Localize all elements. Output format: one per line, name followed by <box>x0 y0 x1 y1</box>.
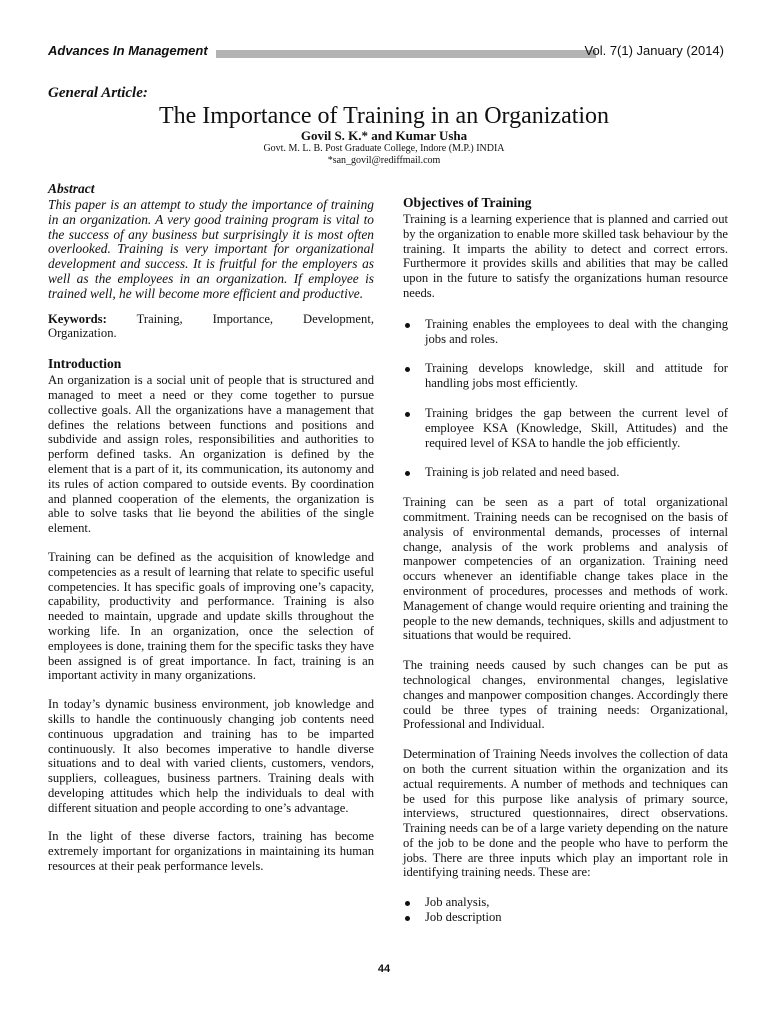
article-title: The Importance of Training in an Organization <box>158 103 610 129</box>
author-email: *san_govil@rediffmail.com <box>327 155 441 166</box>
keywords-line <box>48 312 374 327</box>
author-affiliation: Govt. M. L. B. Post Graduate College, Indore (M.P.) INDIA <box>263 143 505 154</box>
left-column <box>48 180 374 874</box>
keyword: Training, <box>136 311 183 326</box>
training-inputs-list <box>403 895 728 925</box>
abstract-text: This paper is an attempt to study the importance of training in an organization. A very good training program is vital to the success of any business but surprisingly it is most often overlooked. Training is very important for organizational development and success. It is fruitful for the employers as well as the employees in an organization. If employee is trained well, he will become more efficient and productive. <box>48 197 374 301</box>
right-column <box>403 194 728 925</box>
intro-paragraph: In today’s dynamic business environment, job knowledge and skills to handle the continuously changing job contents need continuous upgradation and training has to be imparted continuously. It also becomes imperative to handle diverse situations and to deal with varied clients, customers, vendors, suppliers, colleagues, business partners. Training deals with developing attitudes which help the individuals to deal with different situation and people according to one’s advantage. <box>48 697 374 815</box>
bullet-item: Job description <box>403 910 728 925</box>
introduction-heading: Introduction <box>48 356 122 372</box>
keyword: Importance, <box>212 311 274 326</box>
objectives-bullet-list <box>403 317 728 480</box>
intro-paragraph: In the light of these diverse factors, training has become extremely important for organizations in maintaining its human resources at their peak performance levels. <box>48 829 374 874</box>
objectives-intro: Training is a learning experience that is planned and carried out by the organization to enable more skilled task behaviour by the training. It imparts the ability to detect and correct errors. Furthermore it provides skills and abilities that may be called upon in the future to satisfy the organizations human resource needs. <box>403 212 728 300</box>
keywords-label: Keywords: <box>48 311 107 326</box>
bullet-item: Training is job related and need based. <box>403 465 728 480</box>
keyword: Development, <box>302 311 374 326</box>
objectives-paragraph: Training can be seen as a part of total organizational commitment. Training needs can be recognised on the basis of analysis of environmental demands, processes of internal change, analysis of the work problems and analysis of manpower competencies of an organization. Training need occurs whenever an identifiable change takes place in the environment of procedures, processes and methods of work. Management of change would require orienting and training the people to the new demands, techniques, skills and adjustment to situations that would be required. <box>403 495 728 643</box>
header-divider-bar <box>216 50 596 58</box>
bullet-item: Training enables the employees to deal with the changing jobs and roles. <box>403 317 728 347</box>
intro-paragraph: Training can be defined as the acquisition of knowledge and competencies as a result of learning that relate to specific useful competencies. It has specific goals of improving one’s capacity, capability, productivity and performance. Training is also needed to maintain, upgrade and update skills throughout the working life. In an organization, once the selection of employees is done, training them for the specific tasks they have been assigned is of great importance. In fact, training is an important activity in many organizations. <box>48 549 374 683</box>
bullet-item: Training develops knowledge, skill and attitude for handling jobs most efficiently. <box>403 361 728 391</box>
abstract-heading: Abstract <box>48 181 95 196</box>
page-number: 44 <box>377 963 391 975</box>
running-header <box>48 40 724 64</box>
journal-name: Advances In Management <box>48 43 208 58</box>
article-authors: Govil S. K.* and Kumar Usha <box>300 128 468 143</box>
objectives-paragraph: The training needs caused by such changes can be put as technological changes, environmental changes, legislative changes and manpower composition changes. Accordingly there could be three types of training needs: Organizational, Professional and Individual. <box>403 658 728 732</box>
objectives-heading: Objectives of Training <box>403 195 532 210</box>
bullet-item: Training bridges the gap between the current level of employee KSA (Knowledge, Skill, Attitudes) and the required level of KSA to handle the job efficiently. <box>403 406 728 450</box>
article-type: General Article: <box>48 85 148 101</box>
volume-issue: Vol. 7(1) January (2014) <box>584 43 724 58</box>
intro-paragraph: An organization is a social unit of people that is structured and managed to meet a need or they come together to pursue collective goals. All the organizations have a management that defines the relations between functions and positions and subdivide and assign roles, responsibilities and authorities to perform defined tasks. An organization is defined by the element that is a part of it, its communication, its autonomy and its rules of action compared to outside events. By coordination and planned cooperation of the elements, the organization is able to solve tasks that lie beyond the abilities of the single element. <box>48 373 374 536</box>
bullet-item: Job analysis, <box>403 895 728 910</box>
objectives-paragraph: Determination of Training Needs involves the collection of data on both the current situation within the organization and its actual requirements. A number of methods and techniques can be used for this purpose like analysis of primary source, interviews, structured questionnaires, direct observations. Training needs can be of a large variety depending on the nature of the job to be done and the people who have to perform the jobs. There are three inputs which play an important role in identifying training needs. These are: <box>403 747 728 880</box>
keyword-last: Organization. <box>48 326 117 341</box>
